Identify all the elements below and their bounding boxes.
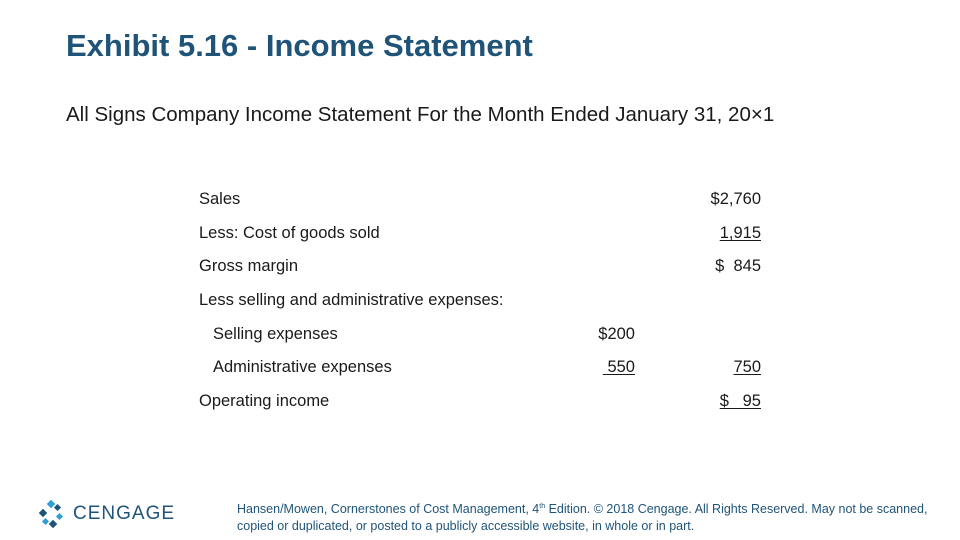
selling-expenses-row (0, 322, 960, 346)
page-title: Exhibit 5.16 - Income Statement (66, 28, 533, 63)
sales-label: Sales (199, 190, 241, 208)
statement-subtitle: All Signs Company Income Statement For the Month Ended January 31, 20×1 (66, 103, 775, 126)
cengage-logo (37, 499, 175, 529)
footer-text-end: Edition. © 2018 Cengage. All Rights Reserved. May not be scanned, copied or duplicated, or posted to a publicly accessible website, in whole or in part. (237, 502, 928, 533)
selling-admin-header-label: Less selling and administrative expenses: (199, 291, 504, 309)
selling-expenses-label: Selling expenses (213, 325, 338, 343)
admin-expenses-amount: 550 (602, 358, 635, 376)
cogs-row (0, 221, 960, 245)
gross-margin-label: Gross margin (199, 257, 299, 275)
operating-income-amount: $ 95 (719, 392, 761, 410)
operating-income-row (0, 389, 960, 413)
admin-expenses-row (0, 355, 960, 379)
gross-margin-amount: $ 845 (715, 257, 761, 275)
selling-admin-total: 750 (733, 358, 761, 376)
sales-amount: $2,760 (710, 190, 761, 208)
admin-expenses-label: Administrative expenses (213, 358, 392, 376)
footer-text-start: Hansen/Mowen, Cornerstones of Cost Management, 4 (237, 502, 540, 516)
cengage-logo-text: CENGAGE (73, 503, 176, 524)
selling-expenses-amount: $200 (598, 325, 635, 343)
cogs-label: Less: Cost of goods sold (199, 224, 380, 242)
copyright-footer (237, 498, 942, 535)
selling-admin-header-row (0, 288, 960, 312)
cengage-logo-icon (37, 500, 65, 528)
gross-margin-row (0, 254, 960, 278)
sales-row (0, 187, 960, 211)
cogs-amount: 1,915 (719, 224, 761, 242)
footer-superscript: th (539, 503, 546, 510)
operating-income-label: Operating income (199, 392, 330, 410)
